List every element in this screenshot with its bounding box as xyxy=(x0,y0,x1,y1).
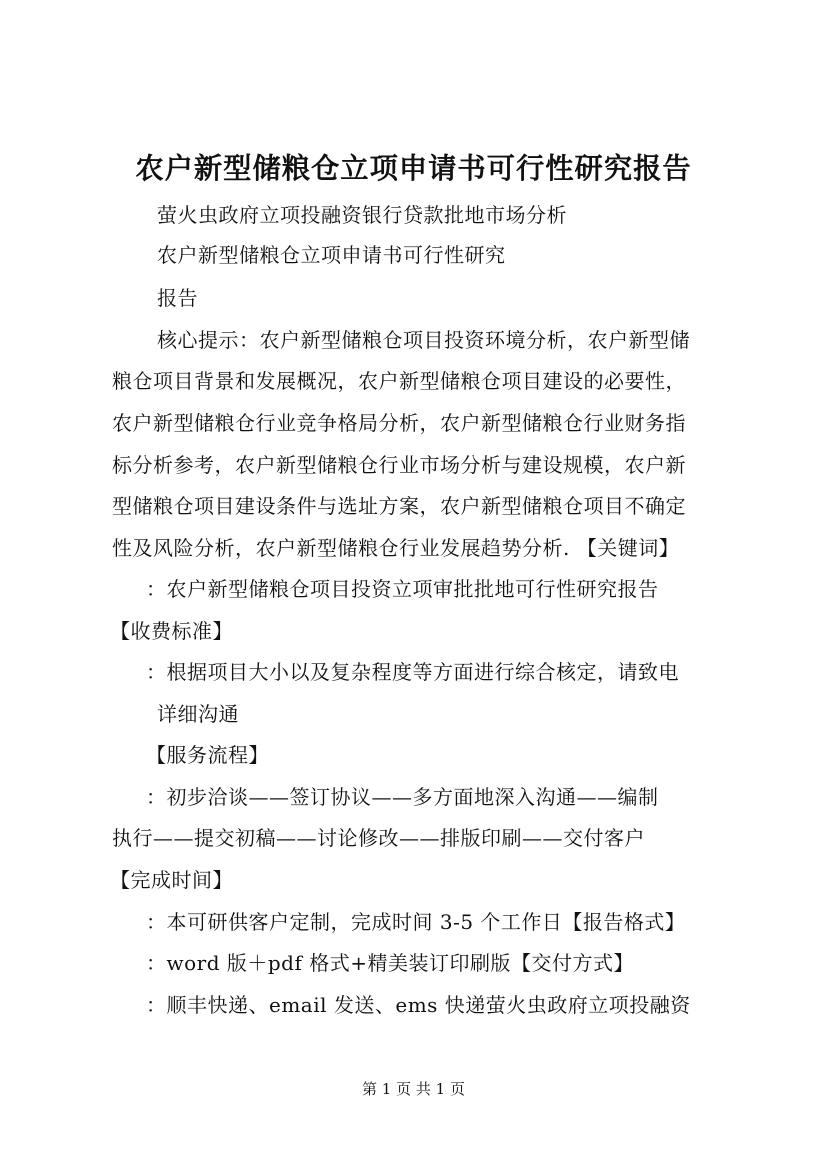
text-line: 执行——提交初稿——讨论修改——排版印刷——交付客户 xyxy=(112,826,645,850)
text-line: 【完成时间】 xyxy=(110,868,233,892)
text-line: 标分析参考，农户新型储粮仓行业市场分析与建设规模，农户新 xyxy=(112,453,686,477)
text-line: 农户新型储粮仓行业竞争格局分析，农户新型储粮仓行业财务指 xyxy=(112,411,686,435)
text-line: ：根据项目大小以及复杂程度等方面进行综合核定，请致电 xyxy=(146,660,679,684)
page-footer: 第 1 页 共 1 页 xyxy=(362,1080,465,1098)
text-line: 性及风险分析，农户新型储粮仓行业发展趋势分析. 【关键词】 xyxy=(112,536,680,560)
document-title: 农户新型储粮仓立项申请书可行性研究报告 xyxy=(135,151,692,185)
text-line: 萤火虫政府立项投融资银行贷款批地市场分析 xyxy=(157,203,567,227)
text-line: 报告 xyxy=(157,286,198,310)
text-line: 详细沟通 xyxy=(157,702,239,726)
text-line: ：顺丰快递、email 发送、ems 快递萤火虫政府立项投融资 xyxy=(146,993,691,1017)
text-line: ：初步洽谈——签订协议——多方面地深入沟通——编制 xyxy=(146,785,659,809)
text-line: 【收费标准】 xyxy=(110,619,233,643)
text-line: ：word 版＋pdf 格式+精美装订印刷版【交付方式】 xyxy=(146,951,635,975)
text-line: 粮仓项目背景和发展概况，农户新型储粮仓项目建设的必要性， xyxy=(112,369,686,393)
text-line: ：本可研供客户定制，完成时间 3-5 个工作日【报告格式】 xyxy=(146,910,686,934)
text-line: ：农户新型储粮仓项目投资立项审批批地可行性研究报告 xyxy=(146,577,659,601)
text-line: 【服务流程】 xyxy=(146,743,269,767)
text-line: 型储粮仓项目建设条件与选址方案，农户新型储粮仓项目不确定 xyxy=(112,494,686,518)
text-line: 核心提示：农户新型储粮仓项目投资环境分析，农户新型储 xyxy=(157,328,690,352)
text-line: 农户新型储粮仓立项申请书可行性研究 xyxy=(157,243,506,267)
